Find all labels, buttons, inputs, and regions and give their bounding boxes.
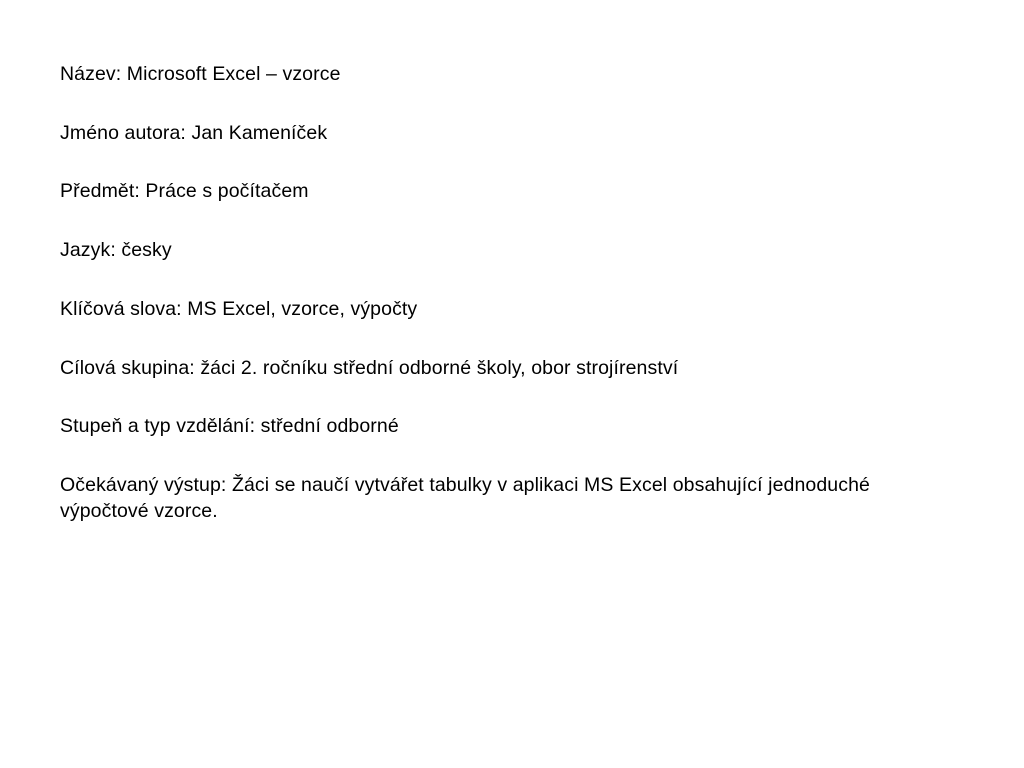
metadata-line-target-group: Cílová skupina: žáci 2. ročníku střední odborné školy, obor strojírenství: [60, 356, 679, 379]
metadata-line-title: Název: Microsoft Excel – vzorce: [60, 63, 341, 85]
metadata-line-education-level: Stupeň a typ vzdělání: střední odborné: [60, 415, 399, 438]
metadata-line-keywords: Klíčová slova: MS Excel, vzorce, výpočty: [60, 297, 418, 320]
metadata-line-subject: Předmět: Práce s počítačem: [60, 180, 309, 203]
metadata-line-language: Jazyk: česky: [60, 239, 172, 262]
metadata-line-expected-outcome: Očekávaný výstup: Žáci se naučí vytvářet tabulky v aplikaci MS Excel obsahující jednoduché výpočtové vzorce.: [60, 474, 876, 522]
metadata-text-block: [60, 62, 940, 525]
metadata-line-author: Jméno autora: Jan Kameníček: [60, 121, 328, 144]
